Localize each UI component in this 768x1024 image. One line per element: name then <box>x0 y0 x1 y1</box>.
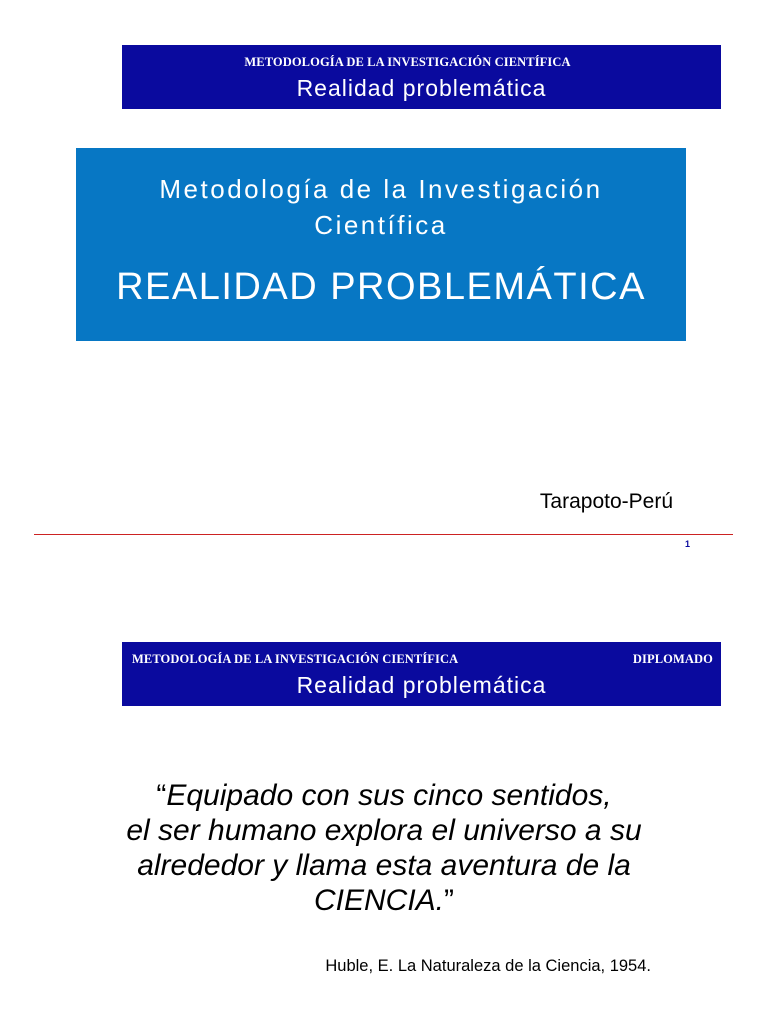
slide-subtitle: Realidad problemática <box>296 672 547 698</box>
program-tag: DIPLOMADO <box>632 652 713 666</box>
course-title: METODOLOGÍA DE LA INVESTIGACIÓN CIENTÍFICA <box>244 55 571 69</box>
title-box <box>76 148 686 341</box>
course-title: METODOLOGÍA DE LA INVESTIGACIÓN CIENTÍFICA <box>132 652 459 666</box>
quote-citation: Huble, E. La Naturaleza de la Ciencia, 1954. <box>325 957 651 975</box>
title-line-2: Científica <box>314 210 448 240</box>
quote-line-4: CIENCIA. <box>313 884 445 917</box>
quote-close-mark: ” <box>444 884 455 917</box>
slide1-header-bar <box>122 45 721 109</box>
quote-line-3: alrededor y llama esta aventura de la <box>137 849 631 882</box>
slide-divider <box>34 534 733 535</box>
quote-block <box>84 778 684 918</box>
page-number: 1 <box>685 539 691 549</box>
location-text: Tarapoto-Perú <box>539 490 673 513</box>
quote-line-2: el ser humano explora el universo a su <box>126 814 642 847</box>
quote-line-1: Equipado con sus cinco sentidos, <box>166 779 612 812</box>
slide-subtitle: Realidad problemática <box>296 75 547 101</box>
title-line-1: Metodología de la Investigación <box>159 174 603 204</box>
slide2-header-bar <box>122 642 721 706</box>
main-title: REALIDAD PROBLEMÁTICA <box>116 266 646 308</box>
quote-open-mark: “ <box>156 779 167 812</box>
